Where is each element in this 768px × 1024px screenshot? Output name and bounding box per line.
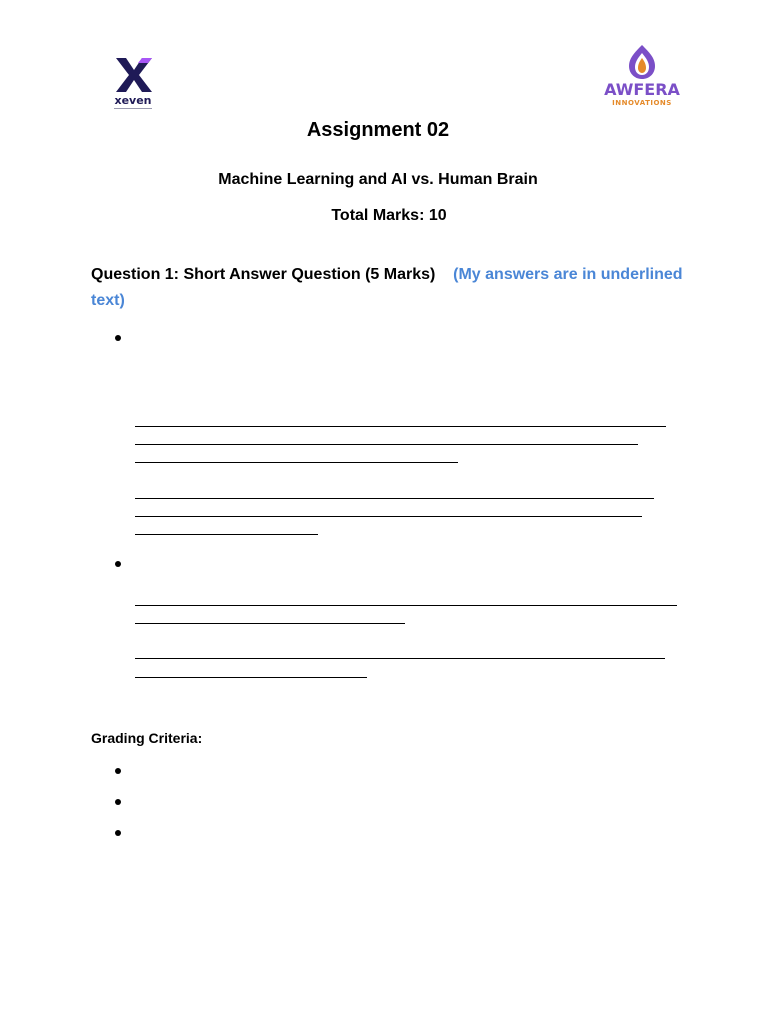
answer-underline [135,444,638,445]
assignment-title: Assignment 02 [306,119,450,141]
answer-underline [135,534,318,535]
xeven-x-icon [108,54,158,94]
answer-underline [135,658,665,659]
answer-underline [135,462,458,463]
answer-underline [135,426,666,427]
awfera-logo-subtext: INNOVATIONS [612,99,672,107]
awfera-flame-icon [627,44,657,80]
bullet-point [115,799,121,805]
answer-underline [135,623,405,624]
xeven-logo-text: xeven [114,94,152,107]
xeven-logo [108,54,158,112]
total-marks: Total Marks: 10 [331,207,447,224]
answer-underline [135,498,654,499]
answer-underline [135,605,677,606]
bullet-point [115,561,121,567]
bullet-point [115,335,121,341]
awfera-logo-text: AWFERA [604,80,680,99]
awfera-logo [604,44,680,110]
xeven-logo-rule [114,108,152,109]
grading-criteria-heading: Grading Criteria: [91,730,203,746]
assignment-subtitle: Machine Learning and AI vs. Human Brain [218,171,538,188]
answer-underline [135,677,367,678]
bullet-point [115,768,121,774]
question-note: (My answers are in underlined text) [91,266,683,309]
bullet-point [115,830,121,836]
answer-underline [135,516,642,517]
question-heading [91,262,691,314]
question-label: Question 1: Short Answer Question (5 Marks) [91,266,436,283]
